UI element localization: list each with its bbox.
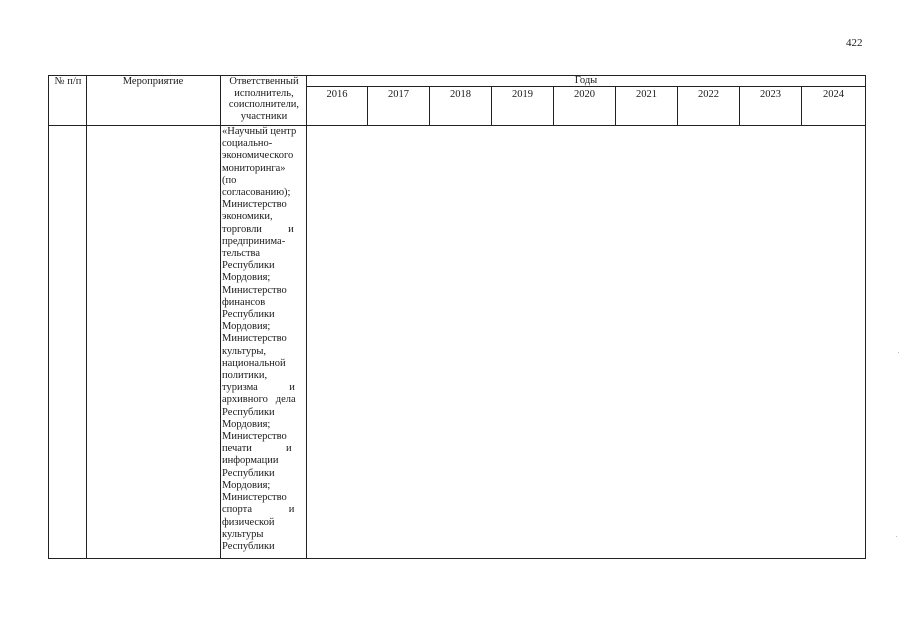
executor-line: социально- (222, 138, 273, 150)
header-executor: Ответственный исполнитель, соисполнители, участники (228, 76, 300, 122)
executor-line: предпринима- (222, 235, 286, 247)
executor-line: туризма и (222, 382, 295, 394)
header-event: Мероприятие (122, 76, 184, 87)
executor-line: экономического (222, 150, 294, 162)
header-year: 2023 (760, 89, 781, 100)
executor-line: Мордовия; (222, 272, 271, 284)
executor-line: финансов (222, 296, 266, 308)
executor-line: Министерство (222, 333, 287, 345)
executor-line: согласованию); (222, 187, 291, 199)
executor-line: торговли и (222, 223, 294, 235)
events-table (48, 75, 866, 559)
header-bottom-border (48, 125, 866, 126)
col-border-executor (306, 75, 307, 559)
executor-line: печати и (222, 443, 292, 455)
page-number: 422 (846, 37, 863, 49)
executor-line: политики, (222, 370, 268, 382)
table-bottom-border (48, 558, 866, 559)
executor-line: Республики (222, 467, 275, 479)
executor-line: культуры (222, 528, 264, 540)
executor-line: спорта и (222, 504, 295, 516)
header-year: 2021 (636, 89, 657, 100)
executor-line: информации (222, 455, 279, 467)
header-year: 2022 (698, 89, 719, 100)
header-year: 2018 (450, 89, 471, 100)
executor-line: Республики (222, 309, 275, 321)
executor-line: Министерство (222, 284, 287, 296)
executor-line: архивного дела (222, 394, 296, 406)
executor-line: «Научный центр (222, 126, 297, 137)
col-border-right (865, 75, 866, 559)
header-year: 2019 (512, 89, 533, 100)
executor-line: Мордовия; (222, 479, 271, 491)
header-year: 2017 (388, 89, 409, 100)
executor-line: Республики (222, 260, 275, 272)
col-border-number (86, 75, 87, 559)
executor-line: Министерство (222, 199, 287, 211)
executor-line: Мордовия; (222, 321, 271, 333)
executor-cell (222, 126, 302, 553)
executor-line: тельства (222, 248, 261, 260)
executor-line: мониторинга» (222, 162, 286, 174)
executor-line: физической (222, 516, 275, 528)
col-border-event (220, 75, 221, 559)
header-year: 2024 (823, 89, 844, 100)
executor-line: экономики, (222, 211, 273, 223)
executor-line: Министерство (222, 492, 287, 504)
executor-line: национальной (222, 357, 286, 369)
header-number: № п/п (54, 76, 82, 87)
header-year: 2020 (574, 89, 595, 100)
col-border-left (48, 75, 49, 559)
header-year: 2016 (326, 89, 348, 100)
scan-artifact (898, 352, 899, 353)
executor-line: Министерство (222, 431, 287, 443)
executor-line: Республики (222, 406, 275, 418)
header-years-group: Годы (574, 75, 598, 86)
executor-line: Республики (222, 540, 275, 552)
executor-line: (по (222, 174, 237, 186)
executor-line: Мордовия; (222, 418, 271, 430)
executor-line: культуры, (222, 345, 266, 357)
scan-artifact (896, 536, 897, 537)
